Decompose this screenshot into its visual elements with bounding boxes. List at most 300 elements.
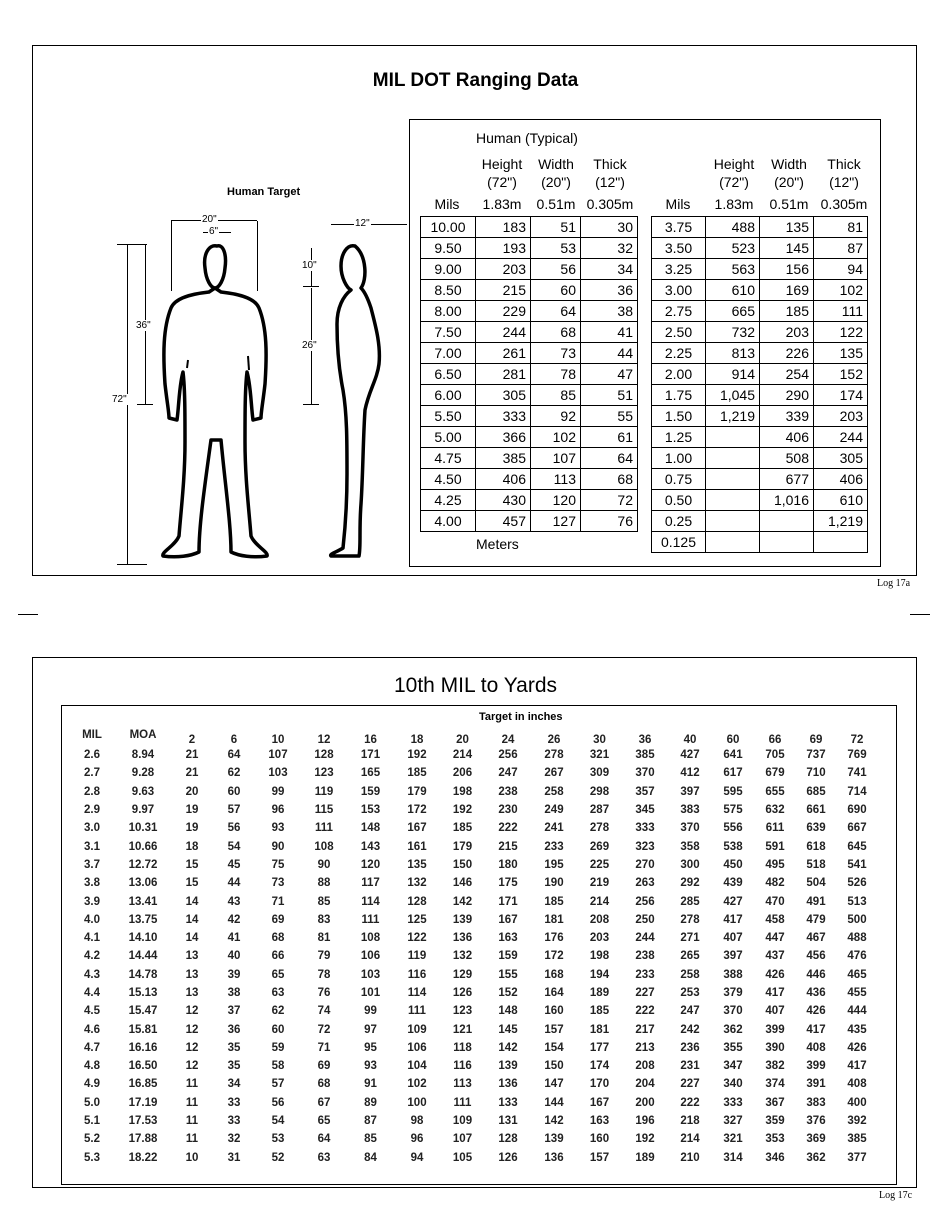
table-cell	[706, 511, 760, 532]
table-cell: 13	[185, 950, 199, 963]
table-cell: 148	[360, 822, 381, 835]
table-cell: 36	[581, 280, 638, 301]
table-cell: 102	[531, 427, 581, 448]
table-cell: 556	[723, 822, 743, 835]
table-cell: 89	[364, 1096, 377, 1109]
full-height-label: 72"	[112, 394, 127, 405]
table-cell: 12	[185, 1005, 199, 1018]
meters-label: Meters	[476, 536, 519, 552]
table-cell: 10.66	[128, 840, 158, 853]
table-cell: 169	[760, 280, 814, 301]
table-cell: 813	[706, 343, 760, 364]
table-cell: 241	[544, 822, 564, 835]
table-cell: 1.50	[652, 406, 706, 427]
table-cell: 157	[589, 1151, 610, 1164]
table-cell: 267	[544, 767, 564, 780]
table-cell: 96	[271, 804, 285, 817]
table-cell: 167	[498, 913, 518, 926]
table-cell: 94	[814, 259, 868, 280]
inch-col-header: 36	[638, 734, 652, 746]
table-cell: 247	[680, 1005, 700, 1018]
table-cell: 455	[847, 987, 867, 999]
table-cell: 426	[806, 1005, 826, 1018]
table-cell: 367	[765, 1096, 785, 1109]
table-cell: 152	[498, 987, 518, 999]
table-cell: 12	[185, 1023, 199, 1036]
table-cell: 610	[706, 280, 760, 301]
table-cell: 244	[814, 427, 868, 448]
table-cell: 185	[589, 1005, 610, 1018]
table-cell: 408	[806, 1041, 826, 1054]
table-cell: 203	[476, 259, 531, 280]
table-cell: 142	[498, 1041, 518, 1054]
table-cell: 93	[271, 822, 285, 835]
table-row	[421, 238, 638, 259]
table-row	[652, 280, 868, 301]
table-cell: 617	[723, 767, 743, 780]
table-cell: 111	[453, 1096, 472, 1109]
inch-col-header: 40	[683, 734, 697, 746]
table-cell: 13	[185, 987, 199, 999]
table-cell: 136	[498, 1078, 518, 1091]
table-cell: 153	[360, 804, 381, 817]
table-cell: 214	[452, 749, 473, 762]
table-cell: 60	[531, 280, 581, 301]
table-cell: 333	[476, 406, 531, 427]
log-label-a: Log 17a	[877, 578, 911, 589]
table-cell: 15.47	[128, 1005, 158, 1018]
table-cell: 261	[476, 343, 531, 364]
table-cell: 1.75	[652, 385, 706, 406]
table-cell: 39	[227, 968, 241, 981]
table-cell: 225	[589, 858, 610, 871]
table-cell: 391	[806, 1078, 826, 1091]
table-cell: 12	[185, 1041, 199, 1054]
table-cell: 179	[452, 840, 473, 853]
table-cell: 15	[185, 877, 199, 890]
table-cell: 4.7	[84, 1041, 100, 1054]
table-cell: 181	[589, 1023, 610, 1036]
table-cell: 362	[806, 1151, 826, 1164]
table-cell: 370	[723, 1005, 743, 1018]
table-cell: 109	[452, 1115, 473, 1128]
table-cell: 446	[806, 968, 826, 981]
head-height-bottom	[303, 286, 319, 287]
table-cell: 94	[410, 1151, 424, 1164]
table-cell: 610	[814, 490, 868, 511]
table-cell: 14	[185, 932, 199, 945]
table-cell: 214	[680, 1133, 700, 1146]
table-cell: 14.44	[128, 950, 158, 963]
table-cell: 41	[581, 322, 638, 343]
table-cell: 456	[806, 950, 826, 963]
table-cell: 4.3	[84, 968, 100, 981]
table-cell: 85	[531, 385, 581, 406]
table-cell: 300	[680, 858, 700, 871]
table-cell: 18	[185, 840, 199, 853]
yards-table	[69, 724, 878, 1167]
table-cell: 135	[407, 858, 427, 871]
table-cell: 6.50	[421, 364, 476, 385]
table-cell: 198	[589, 950, 610, 963]
table-cell: 382	[765, 1060, 785, 1073]
table-cell: 116	[453, 1060, 472, 1073]
table-cell: 90	[317, 858, 331, 871]
table-cell: 146	[452, 877, 473, 890]
table-cell: 123	[314, 767, 334, 780]
table-cell: 377	[847, 1151, 867, 1164]
table-cell: 164	[544, 987, 564, 999]
table-cell: 347	[723, 1060, 743, 1073]
table-cell: 355	[723, 1041, 743, 1054]
table-cell: 64	[531, 301, 581, 322]
table-cell: 118	[453, 1041, 472, 1054]
table-cell: 9.00	[421, 259, 476, 280]
table-row	[69, 801, 878, 819]
table-row	[652, 217, 868, 238]
mil-to-yards-panel	[32, 657, 917, 1188]
table-cell: 171	[498, 895, 518, 908]
table-cell: 500	[847, 913, 867, 926]
table-cell: 78	[317, 968, 331, 981]
table-cell: 458	[765, 913, 785, 926]
table-cell: 45	[227, 858, 241, 871]
table-cell: 611	[765, 822, 785, 835]
table-cell: 11	[185, 1078, 199, 1091]
table-cell: 65	[317, 1115, 331, 1128]
table-row	[421, 448, 638, 469]
table-cell: 0.50	[652, 490, 706, 511]
table-row	[652, 301, 868, 322]
table-cell: 11	[185, 1096, 199, 1109]
table-cell: 439	[723, 877, 743, 890]
yards-title: 10th MIL to Yards	[393, 674, 558, 697]
table-row	[69, 874, 878, 892]
table-cell: 136	[452, 932, 473, 945]
table-cell: 9.28	[131, 767, 155, 780]
table-cell: 66	[271, 950, 285, 963]
inch-col-header: 66	[768, 734, 782, 746]
table-cell: 467	[806, 932, 826, 945]
table-cell: 115	[314, 804, 334, 817]
table-cell: 68	[317, 1078, 331, 1091]
table-cell	[760, 532, 814, 553]
inch-col-header: 10	[271, 734, 285, 746]
table-cell: 132	[452, 950, 473, 963]
table-cell: 167	[407, 822, 427, 835]
table-cell: 208	[635, 1060, 655, 1073]
table-cell: 278	[680, 913, 700, 926]
table-row	[652, 511, 868, 532]
table-cell: 203	[589, 932, 610, 945]
table-cell: 67	[317, 1096, 331, 1109]
table-cell: 104	[407, 1060, 427, 1073]
table-cell: 98	[410, 1115, 424, 1128]
table-cell: 15.81	[128, 1023, 158, 1036]
table-cell: 144	[544, 1096, 564, 1109]
table-cell: 157	[544, 1023, 564, 1036]
table-cell: 21	[185, 767, 199, 780]
inch-col-header: 60	[726, 734, 740, 746]
table-cell: 189	[589, 987, 610, 999]
table-cell: 126	[498, 1151, 518, 1164]
table-cell: 632	[765, 804, 785, 817]
page-title: MIL DOT Ranging Data	[372, 70, 579, 91]
table-row	[69, 856, 878, 874]
table-cell: 14.10	[128, 932, 158, 945]
table-cell: 64	[581, 448, 638, 469]
table-row	[69, 929, 878, 947]
table-cell: 249	[544, 804, 564, 817]
table-cell: 222	[498, 822, 518, 835]
table-cell: 20	[185, 785, 199, 798]
table-cell: 192	[635, 1133, 655, 1146]
table-cell: 135	[814, 343, 868, 364]
table-cell: 119	[407, 950, 427, 963]
table-cell: 32	[227, 1133, 241, 1146]
table-cell: 250	[635, 913, 655, 926]
table-row	[421, 490, 638, 511]
table-cell: 160	[589, 1133, 610, 1146]
table-cell: 265	[680, 950, 700, 963]
table-cell: 12	[185, 1060, 199, 1073]
full-height-bottom	[117, 564, 147, 565]
table-cell: 163	[589, 1115, 610, 1128]
table-cell: 105	[452, 1151, 473, 1164]
table-cell: 263	[635, 877, 655, 890]
table-cell: 59	[271, 1041, 285, 1054]
table-cell: 35	[227, 1041, 241, 1054]
table-cell: 661	[806, 804, 826, 817]
table-cell: 430	[476, 490, 531, 511]
table-cell: 38	[227, 987, 241, 999]
table-cell: 96	[410, 1133, 424, 1146]
table-cell: 171	[360, 749, 381, 762]
table-cell: 217	[635, 1023, 655, 1036]
table-cell: 376	[806, 1115, 826, 1128]
table-cell: 113	[453, 1078, 472, 1091]
table-cell: 9.50	[421, 238, 476, 259]
table-cell: 4.6	[84, 1023, 100, 1036]
table-cell: 55	[581, 406, 638, 427]
table-cell: 769	[847, 749, 867, 762]
table-cell: 366	[476, 427, 531, 448]
table-cell: 11	[185, 1133, 199, 1146]
table-row	[69, 1002, 878, 1020]
table-cell: 68	[271, 932, 285, 945]
table-cell: 345	[635, 804, 655, 817]
table-cell: 68	[531, 322, 581, 343]
table-cell: 253	[680, 987, 700, 999]
table-cell: 407	[765, 1005, 785, 1018]
table-cell: 5.00	[421, 427, 476, 448]
table-cell: 63	[317, 1151, 331, 1164]
table-row	[421, 322, 638, 343]
table-cell: 183	[476, 217, 531, 238]
table-cell: 8.00	[421, 301, 476, 322]
table-cell: 230	[498, 804, 518, 817]
left-width-metric: 0.51m	[536, 196, 576, 212]
inch-col-header: 20	[456, 734, 469, 746]
table-cell: 101	[360, 987, 381, 999]
table-cell: 244	[635, 932, 655, 945]
table-cell: 73	[531, 343, 581, 364]
page-edge-mark-left	[18, 614, 38, 615]
inch-col-header: 6	[230, 734, 238, 746]
table-cell: 203	[814, 406, 868, 427]
mil-dot-panel	[32, 45, 917, 576]
table-cell: 256	[635, 895, 655, 908]
table-cell: 4.25	[421, 490, 476, 511]
inch-col-header: 18	[410, 734, 424, 746]
right-mils-header: Mils	[665, 196, 691, 212]
table-cell: 72	[317, 1023, 331, 1036]
table-cell: 172	[407, 804, 427, 817]
table-cell: 8.94	[131, 749, 155, 762]
table-cell: 15.13	[128, 987, 158, 999]
table-cell: 150	[452, 858, 473, 871]
table-cell: 412	[680, 767, 700, 780]
right-thick-header: Thick (12")	[827, 156, 861, 190]
table-cell: 437	[765, 950, 785, 963]
table-row	[652, 532, 868, 553]
table-cell: 3.0	[84, 822, 100, 835]
table-cell: 81	[317, 932, 331, 945]
table-row	[69, 1130, 878, 1148]
table-row	[652, 448, 868, 469]
table-cell: 185	[452, 822, 473, 835]
table-cell: 374	[765, 1078, 785, 1091]
table-cell: 62	[227, 767, 241, 780]
table-cell: 482	[765, 877, 785, 890]
table-cell: 103	[360, 968, 381, 981]
table-cell: 139	[452, 913, 473, 926]
table-cell: 385	[847, 1133, 867, 1146]
table-row	[69, 837, 878, 855]
table-cell: 595	[723, 785, 743, 798]
table-cell: 408	[847, 1078, 867, 1091]
table-cell: 508	[760, 448, 814, 469]
table-cell: 247	[498, 767, 518, 780]
table-cell: 99	[364, 1005, 377, 1018]
table-cell: 30	[581, 217, 638, 238]
table-cell: 74	[317, 1005, 331, 1018]
table-cell: 180	[498, 858, 518, 871]
table-row	[652, 406, 868, 427]
human-silhouette-front	[111, 184, 411, 574]
table-cell: 16.16	[128, 1041, 158, 1054]
table-cell: 135	[760, 217, 814, 238]
table-cell: 195	[544, 858, 564, 871]
table-cell: 407	[723, 932, 743, 945]
table-cell: 122	[407, 932, 427, 945]
moa-col-header: MOA	[129, 729, 157, 741]
table-cell: 665	[706, 301, 760, 322]
table-cell: 491	[806, 895, 826, 908]
table-cell: 399	[806, 1060, 826, 1073]
table-cell: 168	[544, 968, 564, 981]
table-cell: 383	[806, 1096, 826, 1109]
table-cell: 305	[814, 448, 868, 469]
table-cell	[706, 469, 760, 490]
table-cell: 370	[635, 767, 655, 780]
table-cell: 214	[589, 895, 610, 908]
table-cell: 327	[723, 1115, 743, 1128]
table-cell: 102	[407, 1078, 427, 1091]
table-cell: 119	[314, 785, 334, 798]
table-cell: 710	[806, 767, 826, 780]
table-cell: 258	[544, 785, 564, 798]
table-cell: 4.0	[84, 913, 100, 926]
table-cell: 17.19	[128, 1096, 158, 1109]
table-cell: 57	[227, 804, 241, 817]
half-height-label: 36"	[136, 320, 151, 331]
table-cell: 685	[806, 785, 826, 798]
table-row	[69, 1112, 878, 1130]
table-cell: 47	[581, 364, 638, 385]
table-cell: 128	[498, 1133, 518, 1146]
table-cell: 34	[581, 259, 638, 280]
table-cell: 132	[407, 877, 427, 890]
table-cell: 53	[531, 238, 581, 259]
table-cell: 227	[680, 1078, 700, 1091]
table-cell: 523	[706, 238, 760, 259]
table-cell: 51	[581, 385, 638, 406]
table-cell: 9.63	[131, 785, 155, 798]
table-row	[421, 259, 638, 280]
table-cell: 321	[723, 1133, 743, 1146]
table-cell	[706, 448, 760, 469]
table-cell: 1.25	[652, 427, 706, 448]
table-row	[652, 385, 868, 406]
table-cell: 4.8	[84, 1060, 100, 1073]
head-dim-label: 6"	[209, 226, 219, 237]
table-cell: 218	[680, 1115, 700, 1128]
table-cell	[706, 427, 760, 448]
log-label-c: Log 17c	[879, 1190, 913, 1201]
inch-col-header: 72	[850, 734, 864, 746]
table-cell: 192	[452, 804, 473, 817]
table-cell: 17.88	[128, 1133, 158, 1146]
table-cell: 333	[723, 1096, 743, 1109]
table-cell: 147	[544, 1078, 564, 1091]
table-row	[69, 783, 878, 801]
table-cell: 339	[760, 406, 814, 427]
torso-label: 26"	[302, 340, 317, 351]
table-cell: 87	[814, 238, 868, 259]
head-height-label: 10"	[302, 260, 317, 271]
table-cell: 128	[407, 895, 427, 908]
table-cell: 56	[227, 822, 241, 835]
table-cell: 2.7	[84, 767, 100, 780]
table-cell: 618	[806, 840, 826, 853]
table-cell: 346	[765, 1151, 785, 1164]
table-row	[421, 364, 638, 385]
inch-col-header: 26	[547, 734, 561, 746]
table-cell: 292	[680, 877, 700, 890]
table-cell: 4.75	[421, 448, 476, 469]
table-cell: 236	[680, 1041, 700, 1054]
table-cell: 185	[407, 767, 427, 780]
table-cell: 57	[271, 1078, 285, 1091]
table-cell: 4.4	[84, 987, 100, 999]
left-height-metric: 1.83m	[482, 196, 522, 212]
table-cell: 131	[498, 1115, 518, 1128]
table-cell: 385	[635, 749, 655, 762]
table-cell: 128	[314, 749, 334, 762]
table-cell: 369	[806, 1133, 826, 1146]
table-cell: 72	[581, 490, 638, 511]
